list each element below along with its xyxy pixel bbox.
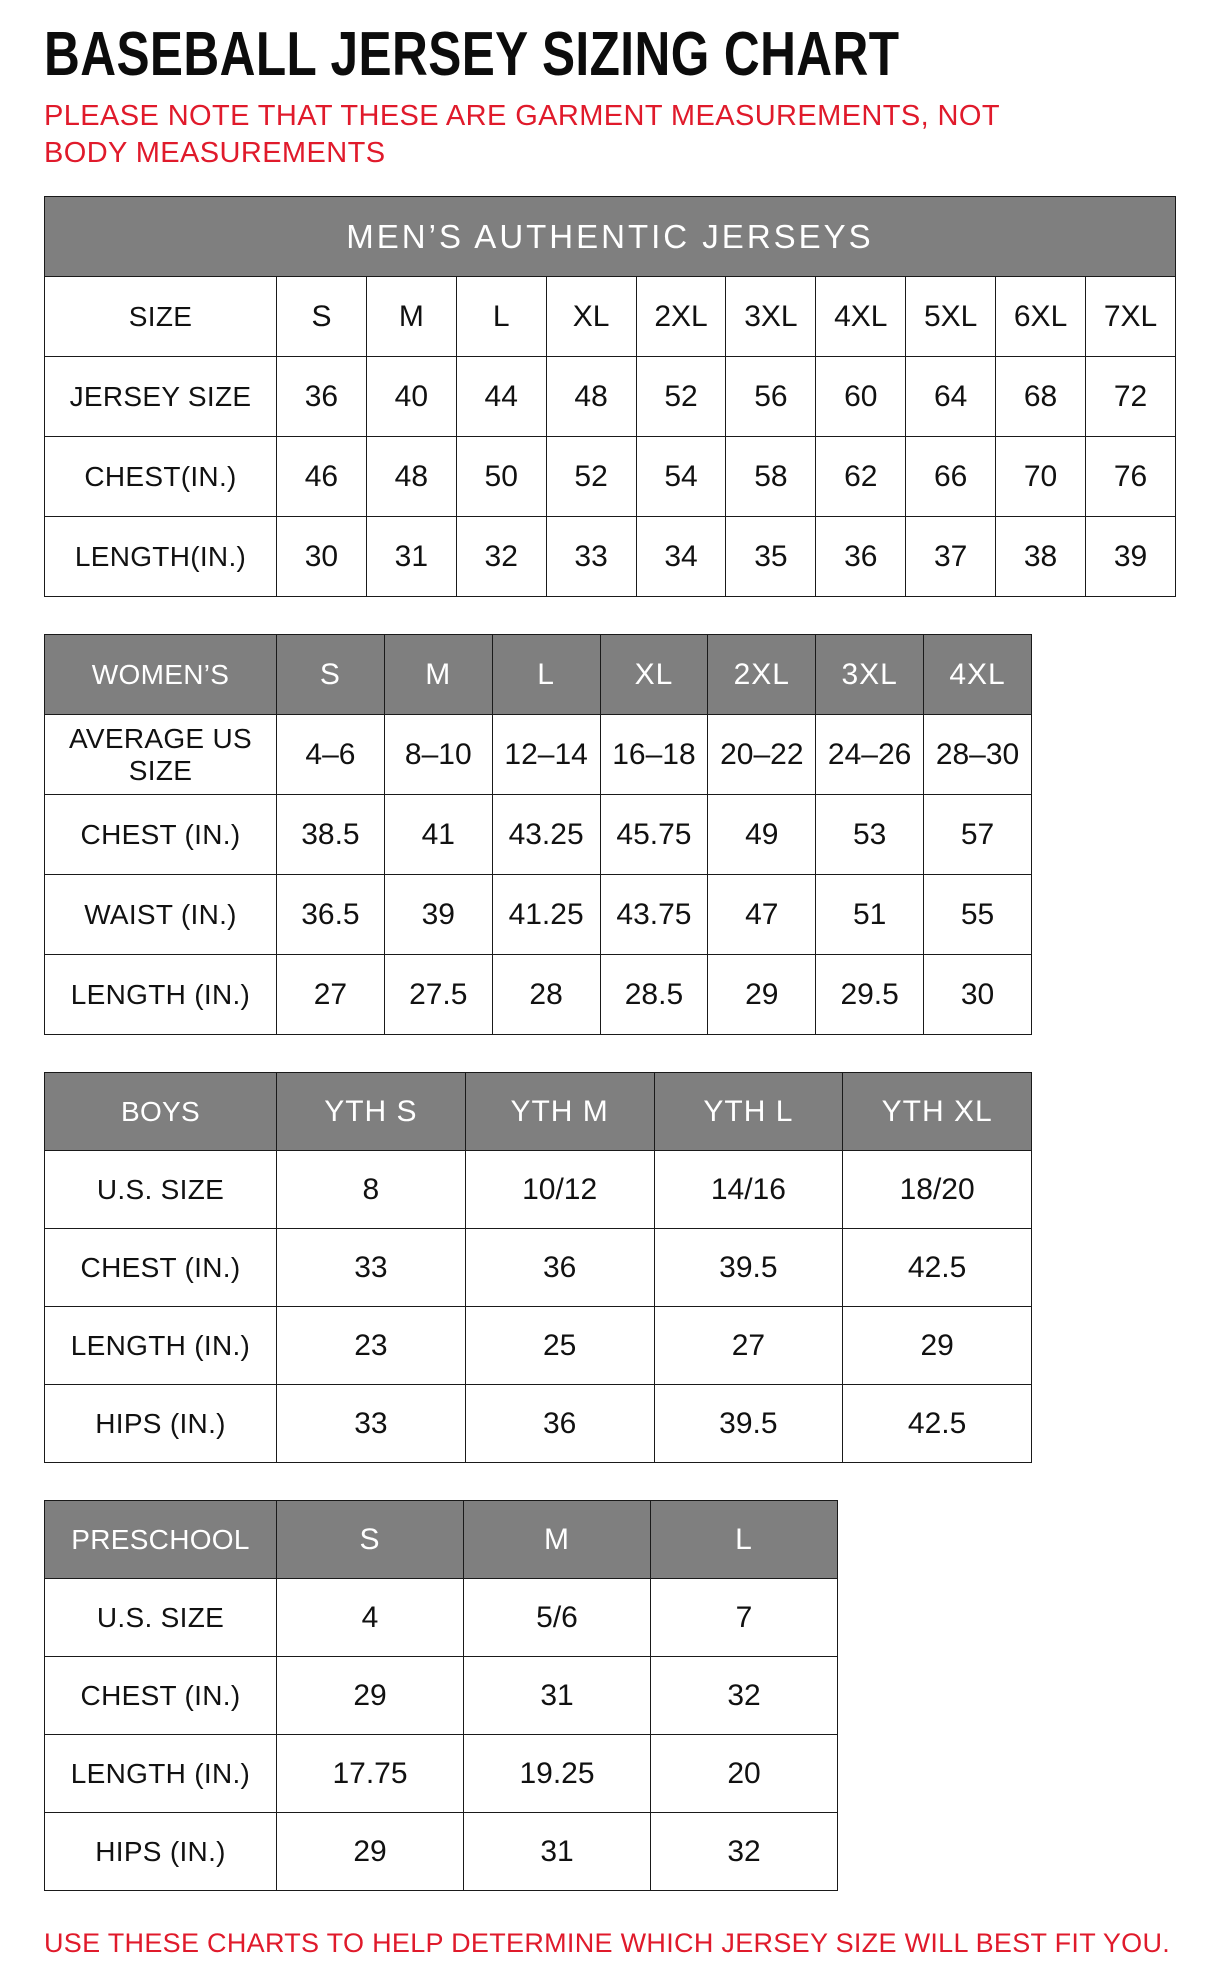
mens-value-cell: 31 xyxy=(366,517,456,597)
womens-value-cell: 27.5 xyxy=(384,955,492,1035)
womens-value-cell: 8–10 xyxy=(384,715,492,795)
boys-row-label: LENGTH (IN.) xyxy=(45,1307,277,1385)
mens-value-cell: 38 xyxy=(996,517,1086,597)
womens-value-cell: 49 xyxy=(708,795,816,875)
mens-value-cell: 33 xyxy=(546,517,636,597)
womens-value-cell: 45.75 xyxy=(600,795,708,875)
womens-value-cell: 51 xyxy=(816,875,924,955)
mens-value-cell: 35 xyxy=(726,517,816,597)
mens-value-cell: 46 xyxy=(277,437,367,517)
mens-value-cell: XL xyxy=(546,277,636,357)
womens-value-cell: 38.5 xyxy=(277,795,385,875)
womens-size-header: S xyxy=(277,635,385,715)
preschool-row xyxy=(45,1657,838,1735)
boys-value-cell: 33 xyxy=(277,1229,466,1307)
boys-value-cell: 42.5 xyxy=(843,1385,1032,1463)
mens-value-cell: 2XL xyxy=(636,277,726,357)
boys-value-cell: 42.5 xyxy=(843,1229,1032,1307)
womens-header-label: WOMEN’S xyxy=(45,635,277,715)
womens-value-cell: 57 xyxy=(924,795,1032,875)
mens-value-cell: 66 xyxy=(906,437,996,517)
womens-value-cell: 28 xyxy=(492,955,600,1035)
womens-row xyxy=(45,795,1032,875)
womens-value-cell: 39 xyxy=(384,875,492,955)
mens-value-cell: 50 xyxy=(456,437,546,517)
womens-value-cell: 28–30 xyxy=(924,715,1032,795)
mens-value-cell: 34 xyxy=(636,517,726,597)
mens-value-cell: S xyxy=(277,277,367,357)
boys-row-label: CHEST (IN.) xyxy=(45,1229,277,1307)
boys-row xyxy=(45,1229,1032,1307)
boys-row-label: U.S. SIZE xyxy=(45,1151,277,1229)
boys-value-cell: 33 xyxy=(277,1385,466,1463)
mens-row-label: JERSEY SIZE xyxy=(45,357,277,437)
boys-value-cell: 18/20 xyxy=(843,1151,1032,1229)
boys-value-cell: 39.5 xyxy=(654,1229,843,1307)
mens-value-cell: 58 xyxy=(726,437,816,517)
boys-value-cell: 36 xyxy=(465,1229,654,1307)
mens-row xyxy=(45,357,1176,437)
mens-value-cell: 56 xyxy=(726,357,816,437)
boys-value-cell: 29 xyxy=(843,1307,1032,1385)
womens-header-row xyxy=(45,635,1032,715)
preschool-row-label: LENGTH (IN.) xyxy=(45,1735,277,1813)
boys-header-label: BOYS xyxy=(45,1073,277,1151)
boys-size-header: YTH L xyxy=(654,1073,843,1151)
preschool-value-cell: 19.25 xyxy=(464,1735,651,1813)
womens-value-cell: 4–6 xyxy=(277,715,385,795)
preschool-size-header: M xyxy=(464,1501,651,1579)
womens-size-header: 2XL xyxy=(708,635,816,715)
page-title: BASEBALL JERSEY SIZING CHART xyxy=(44,20,900,89)
boys-value-cell: 36 xyxy=(465,1385,654,1463)
mens-value-cell: 40 xyxy=(366,357,456,437)
preschool-row-label: CHEST (IN.) xyxy=(45,1657,277,1735)
mens-value-cell: 44 xyxy=(456,357,546,437)
womens-value-cell: 53 xyxy=(816,795,924,875)
mens-value-cell: 60 xyxy=(816,357,906,437)
boys-value-cell: 27 xyxy=(654,1307,843,1385)
preschool-row xyxy=(45,1579,838,1657)
womens-size-header: XL xyxy=(600,635,708,715)
mens-value-cell: 64 xyxy=(906,357,996,437)
womens-row-label: CHEST (IN.) xyxy=(45,795,277,875)
preschool-row xyxy=(45,1813,838,1891)
womens-size-header: M xyxy=(384,635,492,715)
womens-value-cell: 43.75 xyxy=(600,875,708,955)
womens-value-cell: 29 xyxy=(708,955,816,1035)
mens-value-cell: 30 xyxy=(277,517,367,597)
footer-note: USE THESE CHARTS TO HELP DETERMINE WHICH JERSEY SIZE WILL BEST FIT YOU. xyxy=(44,1928,1171,1959)
preschool-header-row xyxy=(45,1501,838,1579)
preschool-value-cell: 31 xyxy=(464,1657,651,1735)
mens-value-cell: 52 xyxy=(546,437,636,517)
womens-value-cell: 36.5 xyxy=(277,875,385,955)
womens-row xyxy=(45,875,1032,955)
mens-banner: MEN’S AUTHENTIC JERSEYS xyxy=(45,197,1176,277)
boys-value-cell: 14/16 xyxy=(654,1151,843,1229)
preschool-value-cell: 29 xyxy=(277,1813,464,1891)
womens-row-label: WAIST (IN.) xyxy=(45,875,277,955)
boys-value-cell: 39.5 xyxy=(654,1385,843,1463)
womens-size-header: 3XL xyxy=(816,635,924,715)
preschool-row xyxy=(45,1735,838,1813)
mens-value-cell: 54 xyxy=(636,437,726,517)
mens-value-cell: 7XL xyxy=(1086,277,1176,357)
boys-row xyxy=(45,1151,1032,1229)
mens-row xyxy=(45,437,1176,517)
womens-table xyxy=(44,634,1032,1035)
mens-row-label: LENGTH(IN.) xyxy=(45,517,277,597)
womens-row-label: AVERAGE US SIZE xyxy=(45,715,277,795)
preschool-value-cell: 4 xyxy=(277,1579,464,1657)
preschool-row-label: HIPS (IN.) xyxy=(45,1813,277,1891)
boys-size-header: YTH M xyxy=(465,1073,654,1151)
mens-value-cell: L xyxy=(456,277,546,357)
mens-value-cell: 72 xyxy=(1086,357,1176,437)
boys-row-label: HIPS (IN.) xyxy=(45,1385,277,1463)
womens-value-cell: 29.5 xyxy=(816,955,924,1035)
mens-value-cell: 68 xyxy=(996,357,1086,437)
womens-value-cell: 24–26 xyxy=(816,715,924,795)
womens-value-cell: 47 xyxy=(708,875,816,955)
womens-size-header: 4XL xyxy=(924,635,1032,715)
mens-value-cell: 39 xyxy=(1086,517,1176,597)
mens-row-label: SIZE xyxy=(45,277,277,357)
preschool-value-cell: 7 xyxy=(651,1579,838,1657)
womens-row-label: LENGTH (IN.) xyxy=(45,955,277,1035)
mens-value-cell: 62 xyxy=(816,437,906,517)
mens-value-cell: 70 xyxy=(996,437,1086,517)
preschool-value-cell: 17.75 xyxy=(277,1735,464,1813)
mens-value-cell: 36 xyxy=(277,357,367,437)
womens-value-cell: 41 xyxy=(384,795,492,875)
preschool-value-cell: 5/6 xyxy=(464,1579,651,1657)
mens-row-label: CHEST(IN.) xyxy=(45,437,277,517)
boys-size-header: YTH XL xyxy=(843,1073,1032,1151)
mens-value-cell: 32 xyxy=(456,517,546,597)
womens-row xyxy=(45,715,1032,795)
womens-value-cell: 27 xyxy=(277,955,385,1035)
mens-value-cell: 4XL xyxy=(816,277,906,357)
womens-value-cell: 43.25 xyxy=(492,795,600,875)
mens-value-cell: 5XL xyxy=(906,277,996,357)
preschool-value-cell: 32 xyxy=(651,1657,838,1735)
womens-value-cell: 55 xyxy=(924,875,1032,955)
preschool-value-cell: 29 xyxy=(277,1657,464,1735)
boys-value-cell: 23 xyxy=(277,1307,466,1385)
preschool-header-label: PRESCHOOL xyxy=(45,1501,277,1579)
preschool-value-cell: 20 xyxy=(651,1735,838,1813)
mens-value-cell: 52 xyxy=(636,357,726,437)
preschool-size-header: S xyxy=(277,1501,464,1579)
boys-value-cell: 25 xyxy=(465,1307,654,1385)
womens-value-cell: 41.25 xyxy=(492,875,600,955)
boys-row xyxy=(45,1385,1032,1463)
boys-value-cell: 10/12 xyxy=(465,1151,654,1229)
womens-value-cell: 30 xyxy=(924,955,1032,1035)
garment-measurement-note: PLEASE NOTE THAT THESE ARE GARMENT MEASUREMENTS, NOT BODY MEASUREMENTS xyxy=(44,100,1000,170)
boys-size-header: YTH S xyxy=(277,1073,466,1151)
mens-value-cell: M xyxy=(366,277,456,357)
preschool-value-cell: 31 xyxy=(464,1813,651,1891)
womens-value-cell: 12–14 xyxy=(492,715,600,795)
mens-authentic-jerseys-table xyxy=(44,196,1176,597)
preschool-table xyxy=(44,1500,838,1891)
womens-value-cell: 28.5 xyxy=(600,955,708,1035)
womens-value-cell: 16–18 xyxy=(600,715,708,795)
mens-value-cell: 76 xyxy=(1086,437,1176,517)
preschool-size-header: L xyxy=(651,1501,838,1579)
preschool-value-cell: 32 xyxy=(651,1813,838,1891)
mens-value-cell: 48 xyxy=(366,437,456,517)
mens-value-cell: 48 xyxy=(546,357,636,437)
mens-row xyxy=(45,517,1176,597)
boys-row xyxy=(45,1307,1032,1385)
mens-value-cell: 6XL xyxy=(996,277,1086,357)
mens-value-cell: 36 xyxy=(816,517,906,597)
boys-header-row xyxy=(45,1073,1032,1151)
boys-table xyxy=(44,1072,1032,1463)
womens-row xyxy=(45,955,1032,1035)
womens-value-cell: 20–22 xyxy=(708,715,816,795)
boys-value-cell: 8 xyxy=(277,1151,466,1229)
womens-size-header: L xyxy=(492,635,600,715)
mens-value-cell: 37 xyxy=(906,517,996,597)
preschool-row-label: U.S. SIZE xyxy=(45,1579,277,1657)
mens-row xyxy=(45,277,1176,357)
mens-value-cell: 3XL xyxy=(726,277,816,357)
